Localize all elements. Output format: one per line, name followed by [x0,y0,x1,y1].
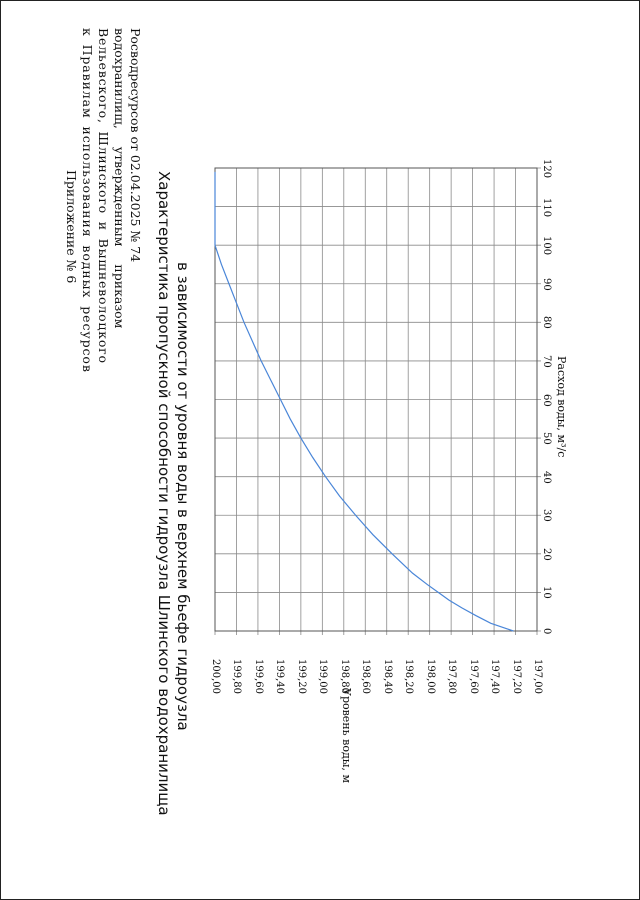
y-tick-label: 199,60 [252,659,264,694]
grid-lines [215,168,541,635]
y-tick-label: 199,40 [274,659,286,694]
y-tick-label: 198,60 [360,659,372,694]
x-tick-label: 70 [541,354,552,368]
y-tick-label: 198,00 [424,659,436,694]
y-tick-label: 197,20 [510,659,522,694]
appendix-date-line: Росводресурсов от 02.04.2025 № 74 [128,28,143,263]
y-tick-label: 199,80 [231,659,243,694]
appendix-number: Приложение № 6 [64,170,79,284]
x-tick-label: 50 [541,432,552,445]
x-tick-label: 30 [541,509,552,522]
chart-title-line1: Характеристика пропускной способности гидроузла Шлинского водохранилища [155,171,173,816]
chart-title-line2: в зависимости от уровня воды в верхнем бьефе гидроузла [174,262,192,731]
x-tick-label: 20 [541,547,552,561]
x-tick-label: 0 [541,628,552,635]
x-tick-label: 90 [541,277,552,291]
x-tick-label: 40 [541,470,552,484]
y-tick-label: 197,40 [489,659,501,694]
x-tick-label: 10 [541,586,552,600]
y-tick-label: 197,60 [467,659,479,694]
appendix-reservoirs-line: Вельевского, Шлинского и Вышневолоцкого [96,28,111,364]
x-tick-label: 120 [541,159,552,179]
x-tick-label: 110 [541,197,552,217]
y-tick-label: 199,20 [295,659,307,694]
x-tick-label: 100 [541,236,552,256]
appendix-rules-line: к Правилам использования водных ресурсов [80,28,95,373]
x-tick-label: 60 [541,393,552,407]
y-tick-label: 199,00 [317,659,329,694]
y-tick-label: 198,80 [338,659,350,694]
series-line [215,172,513,631]
y-tick-label: 200,00 [210,659,221,694]
x-axis-label: Расход воды, м³/с [555,356,568,458]
appendix-order-line: водохранилищ, утвержденным приказом [112,28,127,329]
y-tick-label: 197,80 [446,659,458,694]
y-tick-label: 198,20 [403,659,415,694]
y-tick-label: 198,40 [381,659,393,694]
y-tick-label: 197,00 [532,659,543,694]
y-axis-label: Уровень воды, м [340,688,353,784]
x-tick-label: 80 [541,316,552,330]
